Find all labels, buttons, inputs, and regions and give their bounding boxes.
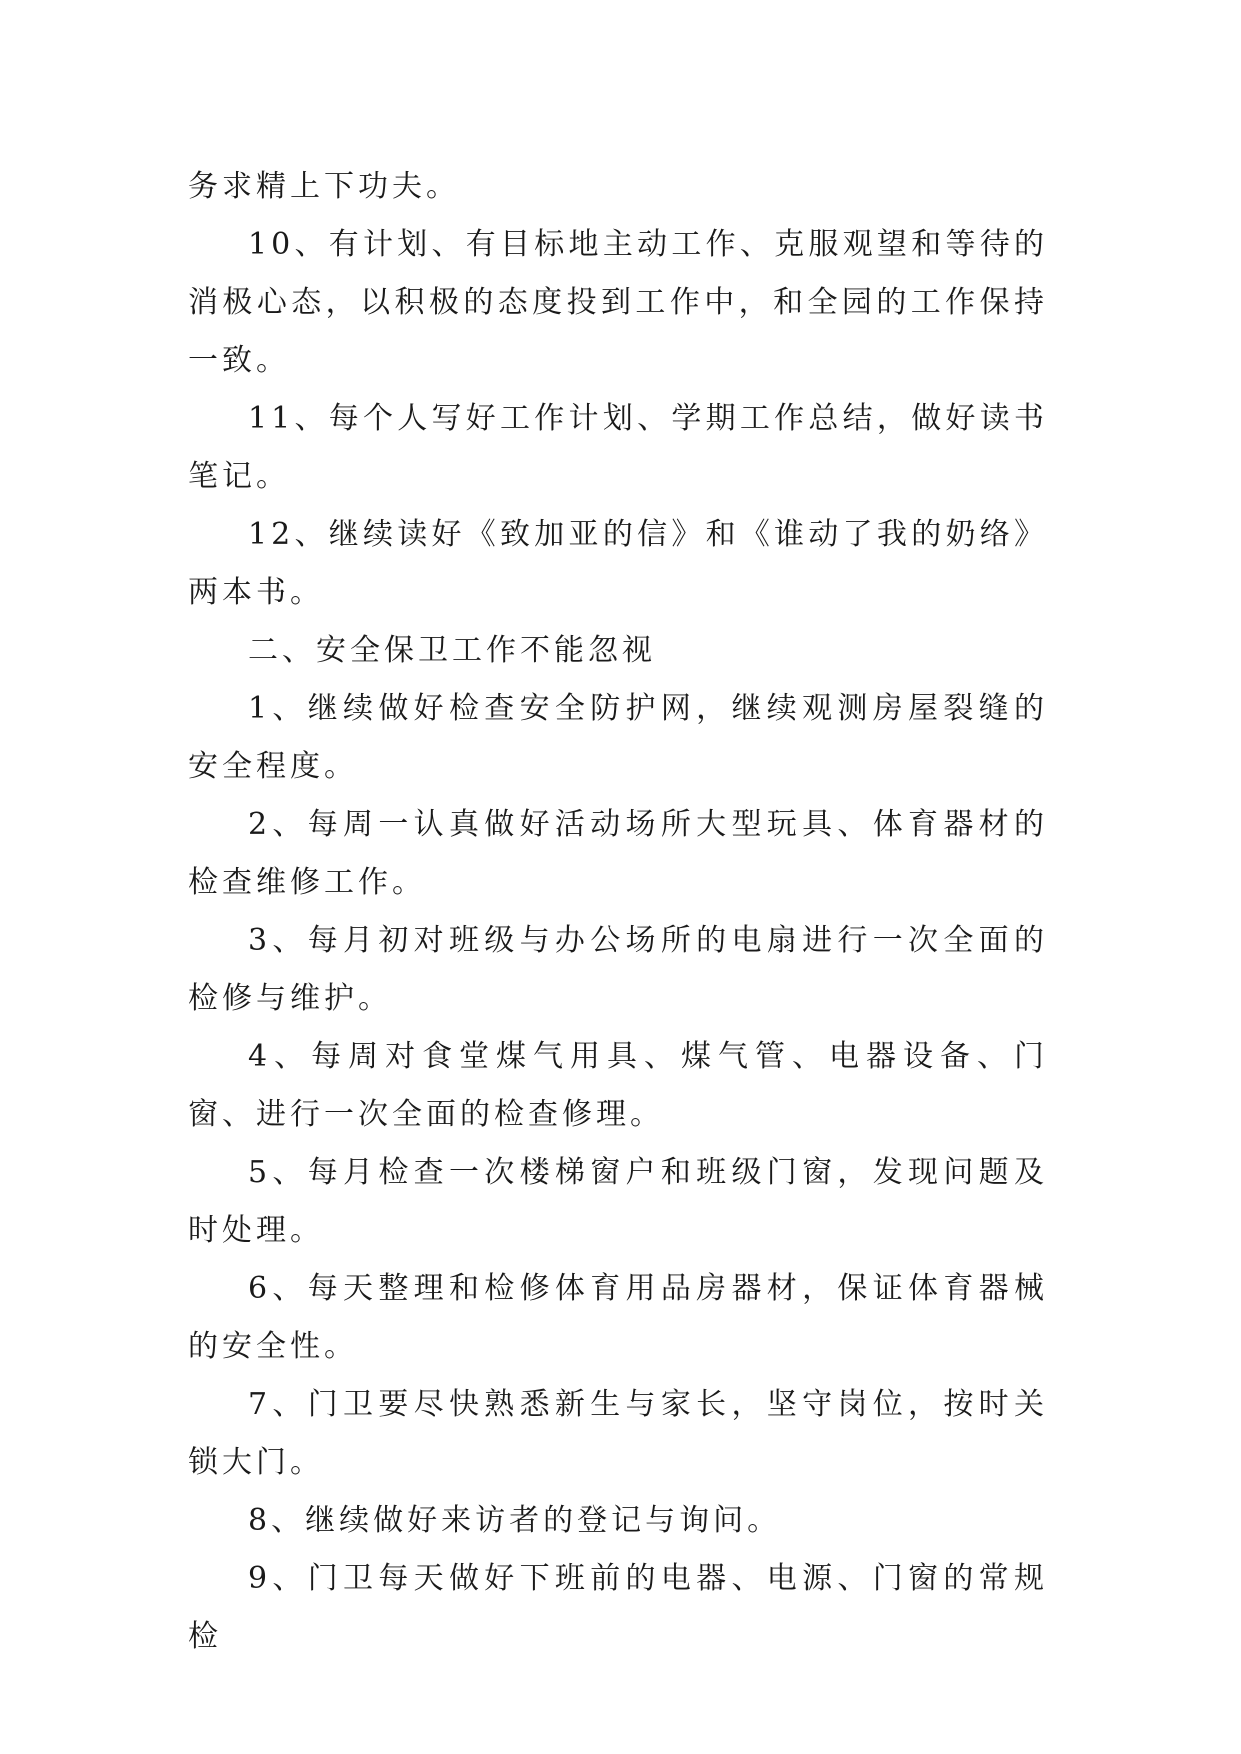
paragraph-item-9: 9、门卫每天做好下班前的电器、电源、门窗的常规检	[188, 1561, 1048, 1654]
document-body	[188, 158, 1048, 1666]
paragraph-item-12: 12、继续读好《致加亚的信》和《谁动了我的奶络》两本书。	[188, 517, 1048, 610]
paragraph-item-10: 10、有计划、有目标地主动工作、克服观望和等待的消极心态，以积极的态度投到工作中，和全园的工作保持一致。	[188, 227, 1048, 378]
paragraph-item-3: 3、每月初对班级与办公场所的电扇进行一次全面的检修与维护。	[188, 923, 1048, 1016]
paragraph-item-1: 1、继续做好检查安全防护网，继续观测房屋裂缝的安全程度。	[188, 691, 1048, 784]
paragraph-item-8: 8、继续做好来访者的登记与询问。	[248, 1503, 782, 1538]
paragraph-item-7: 7、门卫要尽快熟悉新生与家长，坚守岗位，按时关锁大门。	[188, 1387, 1048, 1480]
paragraph-item-4: 4、每周对食堂煤气用具、煤气管、电器设备、门窗、进行一次全面的检查修理。	[188, 1039, 1048, 1132]
section-heading-safety: 二、安全保卫工作不能忽视	[248, 633, 656, 668]
paragraph-item-11: 11、每个人写好工作计划、学期工作总结，做好读书笔记。	[188, 401, 1048, 494]
paragraph-continuation: 务求精上下功夫。	[188, 169, 460, 204]
paragraph-item-6: 6、每天整理和检修体育用品房器材，保证体育器械的安全性。	[188, 1271, 1048, 1364]
paragraph-item-5: 5、每月检查一次楼梯窗户和班级门窗，发现问题及时处理。	[188, 1155, 1048, 1248]
paragraph-item-2: 2、每周一认真做好活动场所大型玩具、体育器材的检查维修工作。	[188, 807, 1048, 900]
